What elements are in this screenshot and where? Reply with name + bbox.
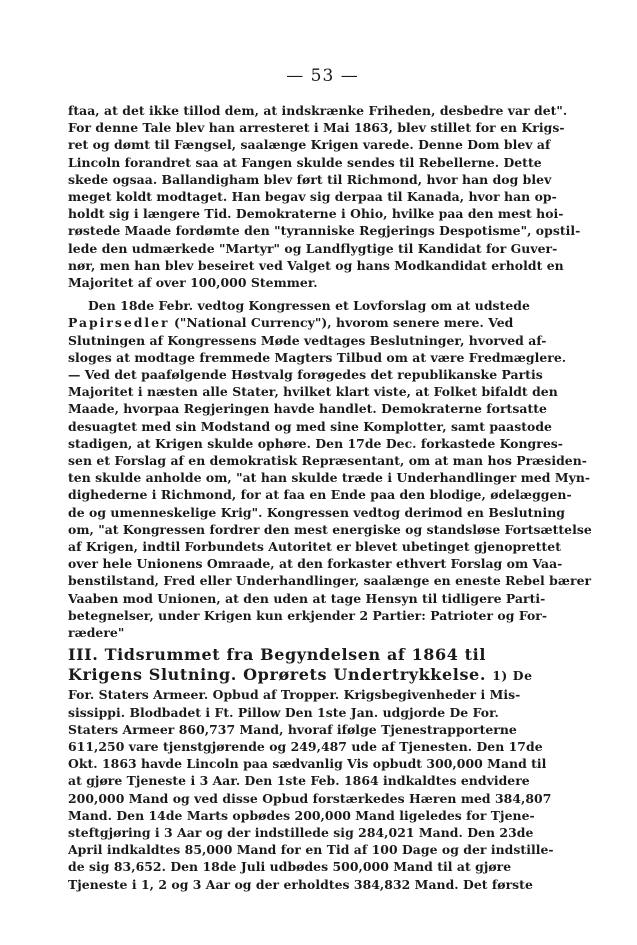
text-line: steftgjøring i 3 Aar og der indstillede sig 284,021 Mand. Den 23de bbox=[68, 824, 534, 840]
page-number: — 53 — bbox=[286, 66, 359, 86]
text-line: sen et Forslag af en demokratisk Repræsentant, om at man hos Præsiden- bbox=[68, 453, 587, 469]
text-line: skede ogsaa. Ballandigham blev ført til Richmond, hvor han dog blev bbox=[68, 171, 552, 187]
text-line: røstede Maade fordømte den "tyranniske Regjerings Despotisme", opstil- bbox=[68, 223, 581, 239]
text-line: om, "at Kongressen fordrer den mest energiske og standsløse Fortsættelse bbox=[68, 521, 592, 537]
text-line: Majoritet af over 100,000 Stemmer. bbox=[68, 275, 318, 291]
text-line: 200,000 Mand og ved disse Opbud forstærkedes Hæren med 384,807 bbox=[68, 790, 552, 806]
text-line: over hele Unionens Omraade, at den forkaster ethvert Forslag om Vaa- bbox=[68, 556, 563, 572]
text-line: sissippi. Blodbadet i Ft. Pillow Den 1ste Jan. udgjorde De For. bbox=[68, 704, 499, 720]
text-line: Staters Armeer 860,737 Mand, hvoraf ifølge Tjenestrapporterne bbox=[68, 721, 517, 737]
text-line: For. Staters Armeer. Opbud af Tropper. Krigsbegivenheder i Mis- bbox=[68, 687, 521, 703]
text-line: dighederne i Richmond, for at faa en Ende paa den blodige, ødelæggen- bbox=[68, 487, 572, 503]
paragraph-2 bbox=[68, 297, 597, 641]
text-line: 611,250 vare tjenstgjørende og 249,487 ude af Tjenesten. Den 17de bbox=[68, 738, 543, 754]
text-line: Okt. 1863 havde Lincoln paa sædvanlig Vis opbudt 300,000 Mand til bbox=[68, 756, 547, 772]
section-subtitle-start: 1) De bbox=[492, 668, 533, 684]
section-title-line-1 bbox=[68, 645, 597, 665]
text-line: nør, men han blev beseiret ved Valget og hans Modkandidat erholdt en bbox=[68, 257, 564, 273]
text-line: lede den udmærkede "Martyr" og Landflygtige til Kandidat for Guver- bbox=[68, 240, 558, 256]
section-title-continued: Krigens Slutning. Oprørets Undertrykkelse. bbox=[68, 665, 487, 685]
text-line: For denne Tale blev han arresteret i Mai 1863, blev stillet for en Krigs- bbox=[68, 120, 565, 136]
section-title: Tidsrummet fra Begyndelsen af 1864 til bbox=[104, 645, 487, 665]
text-line: April indkaldtes 85,000 Mand for en Tid af 100 Dage og der indstille- bbox=[68, 842, 554, 858]
section-title-line-2 bbox=[68, 665, 597, 686]
paragraph-3 bbox=[68, 686, 597, 892]
text-line: ten skulde anholde om, "at han skulde træde i Underhandlinger med Myn- bbox=[68, 470, 591, 486]
text-line: ftaa, at det ikke tillod dem, at indskrænke Friheden, desbedre var det". bbox=[68, 103, 568, 118]
text-line: af Krigen, indtil Forbundets Autoritet er blevet ubetinget gjenoprettet bbox=[68, 539, 561, 555]
text-line: Majoritet i næsten alle Stater, hvilket klart viste, at Folket bifaldt den bbox=[68, 384, 558, 400]
text-line: Maade, hvorpaa Regjeringen havde handlet. Demokraterne fortsatte bbox=[68, 401, 547, 417]
text-line: Den 18de Febr. vedtog Kongressen et Lovforslag om at udstede bbox=[88, 298, 530, 314]
text-line: de sig 83,652. Den 18de Juli udbødes 500,000 Mand til at gjøre bbox=[68, 859, 512, 875]
text-line: at gjøre Tjeneste i 3 Aar. Den 1ste Feb. 1864 indkaldtes endvidere bbox=[68, 773, 530, 789]
text-line: meget koldt modtaget. Han begav sig derpaa til Kanada, hvor han op- bbox=[68, 189, 557, 205]
text-line: stadigen, at Krigen skulde ophøre. Den 17de Dec. forkastede Kongres- bbox=[68, 435, 563, 451]
text-line bbox=[68, 314, 597, 331]
text-fragment: ("National Currency"), hvorom senere mere. Ved bbox=[173, 315, 514, 331]
text-line: benstilstand, Fred eller Underhandlinger, saalænge en eneste Rebel bærer bbox=[68, 573, 592, 589]
text-line: desuagtet med sin Modstand og med sine Komplotter, samt paastode bbox=[68, 418, 552, 434]
text-line: de og umenneskelige Krig". Kongressen vedtog derimod en Beslutning bbox=[68, 504, 565, 520]
paragraph-1 bbox=[68, 102, 597, 291]
text-line: ret og dømt til Fængsel, saalænge Krigen varede. Denne Dom blev af bbox=[68, 137, 551, 153]
spaced-term: Papirsedler bbox=[68, 315, 170, 331]
text-line: rædere" bbox=[68, 625, 125, 641]
section-heading bbox=[68, 645, 597, 686]
text-line: — Ved det paafølgende Høstvalg forøgedes det republikanske Partis bbox=[68, 367, 543, 383]
text-line: Mand. Den 14de Marts opbødes 200,000 Mand ligeledes for Tjene- bbox=[68, 807, 535, 823]
text-line: Lincoln forandret saa at Fangen skulde sendes til Rebellerne. Dette bbox=[68, 154, 542, 170]
text-line: sloges at modtage fremmede Magters Tilbud om at være Fredmæglere. bbox=[68, 349, 567, 365]
text-line: Slutningen af Kongressens Møde vedtages Beslutninger, hvorved af- bbox=[68, 332, 547, 348]
text-line: Tjeneste i 1, 2 og 3 Aar og der erholdtes 384,832 Mand. Det første bbox=[68, 876, 533, 892]
section-numeral: III. bbox=[68, 645, 99, 665]
text-line: Vaaben mod Unionen, at den uden at tage Hensyn til tidligere Parti- bbox=[68, 590, 546, 606]
text-line: holdt sig i længere Tid. Demokraterne i Ohio, hvilke paa den mest hoi- bbox=[68, 206, 564, 222]
text-line: betegnelser, under Krigen kun erkjender 2 Partier: Patrioter og For- bbox=[68, 607, 548, 623]
